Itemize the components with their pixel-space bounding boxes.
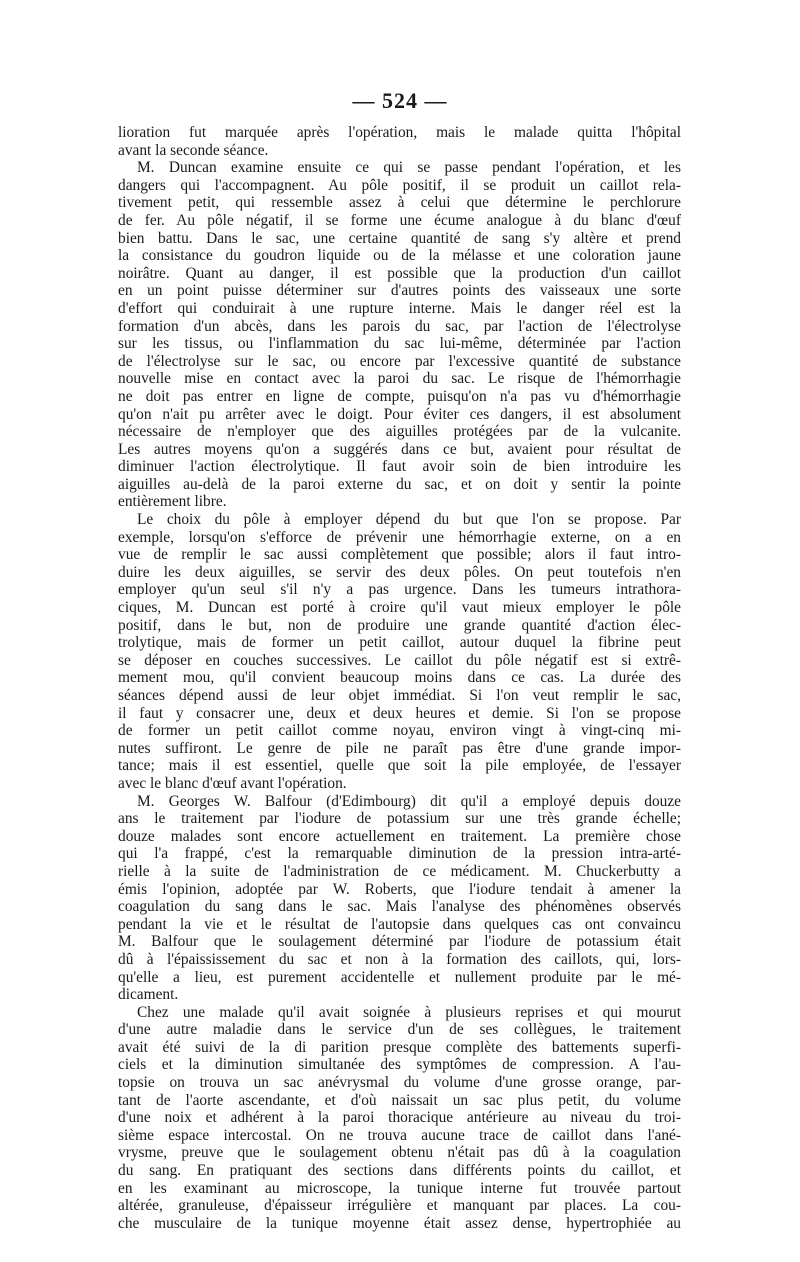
text-line: ne doit pas entrer en ligne de compte, puisqu'on n'a pas vu d'hémorrhagie <box>118 387 681 405</box>
body-text <box>118 124 681 1232</box>
text-line: en un point puisse déterminer sur d'autres points des vaisseaux une sorte <box>118 282 681 300</box>
text-line: entièrement libre. <box>118 493 227 511</box>
paragraph <box>118 159 681 511</box>
text-line: sur les tissus, ou l'inflammation du sac lui-même, déterminée par l'action <box>118 335 681 353</box>
text-line: Chez une malade qu'il avait soignée à plusieurs reprises et qui mourut <box>137 1003 681 1021</box>
text-line: nécessaire de n'employer que des aiguilles protégées par de la vulcanite. <box>118 423 681 441</box>
text-line: de fer. Au pôle négatif, il se forme une écume analogue à du blanc d'œuf <box>118 211 681 229</box>
text-line: trolytique, mais de former un petit caillot, autour duquel la fibrine peut <box>118 634 681 652</box>
text-line: M. Georges W. Balfour (d'Edimbourg) dit qu'il a employé depuis douze <box>137 792 681 810</box>
text-line: aiguilles au-delà de la paroi externe du sac, et on doit y sentir la pointe <box>118 475 681 493</box>
text-line: il faut y consacrer une, deux et deux heures et demie. Si l'on se propose <box>118 704 681 722</box>
text-line: de former un petit caillot comme noyau, environ vingt à vingt-cinq mi- <box>118 722 681 740</box>
text-line: d'une noix et adhérent à la paroi thoracique antérieure au niveau du troi- <box>118 1109 681 1127</box>
text-line: douze malades sont encore actuellement en traitement. La première chose <box>118 827 681 845</box>
text-line: d'une autre maladie dans le service d'un de ses collègues, le traitement <box>118 1021 681 1039</box>
page-number-header: — 524 — <box>352 88 448 113</box>
text-line: Les autres moyens qu'on a suggérés dans ce but, avaient pour résultat de <box>118 440 681 458</box>
paragraph <box>118 124 681 159</box>
text-line: coagulation du sang dans le sac. Mais l'analyse des phénomènes observés <box>118 898 681 916</box>
text-line: en les examinant au microscope, la tunique interne fut trouvée partout <box>118 1179 681 1197</box>
text-line: du sang. En pratiquant des sections dans différents points du caillot, et <box>118 1162 681 1180</box>
text-line: dicament. <box>118 986 179 1004</box>
text-line: avait été suivi de la di parition presque complète des battements superfi- <box>118 1038 681 1056</box>
text-line: pendant la vie et le résultat de l'autopsie dans quelques cas ont convaincu <box>118 915 681 933</box>
text-line: ciques, M. Duncan est porté à croire qu'il vaut mieux employer le pôle <box>118 599 681 617</box>
text-line: avec le blanc d'œuf avant l'opération. <box>118 774 347 792</box>
paragraph <box>118 1004 681 1233</box>
text-line: tant de l'aorte ascendante, et d'où naissait un sac plus petit, du volume <box>118 1091 681 1109</box>
text-line: topsie on trouva un sac anévrysmal du volume d'une grosse orange, par- <box>118 1074 681 1092</box>
text-line: nouvelle mise en contact avec la paroi du sac. Le risque de l'hémorrhagie <box>118 370 681 388</box>
text-line: tivement petit, qui ressemble assez à celui que détermine le perchlorure <box>118 194 681 212</box>
text-line: rielle à la suite de l'administration de ce médicament. M. Chuckerbutty a <box>118 862 681 880</box>
text-line: qui l'a frappé, c'est la remarquable diminution de la pression intra-arté- <box>118 845 681 863</box>
text-line: Le choix du pôle à employer dépend du but que l'on se propose. Par <box>137 511 681 529</box>
text-line: sième espace intercostal. On ne trouva aucune trace de caillot dans l'ané- <box>118 1126 681 1144</box>
text-line: diminuer l'action électrolytique. Il faut avoir soin de bien introduire les <box>118 458 681 476</box>
paragraph <box>118 793 681 1004</box>
text-line: de l'électrolyse sur le sac, ou encore par l'excessive quantité de substance <box>118 352 681 370</box>
text-line: qu'elle a lieu, est purement accidentelle et nullement produite par le mé- <box>118 968 681 986</box>
text-line: noirâtre. Quant au danger, il est possible que la production d'un caillot <box>118 264 681 282</box>
text-line: M. Balfour que le soulagement déterminé par l'iodure de potassium était <box>118 933 681 951</box>
text-line: positif, dans le but, non de produire une grande quantité d'action élec- <box>118 616 681 634</box>
text-line: qu'on n'ait pu arrêter avec le doigt. Pour éviter ces dangers, il est absolument <box>118 405 681 423</box>
text-line: nutes suffiront. Le genre de pile ne paraît pas être d'une grande impor- <box>118 739 681 757</box>
text-line: tance; mais il est essentiel, quelle que soit la pile employée, de l'essayer <box>118 757 681 775</box>
text-line: d'effort qui conduirait à une rupture interne. Mais le danger réel est la <box>118 299 681 317</box>
text-line: vue de remplir le sac aussi complètement que possible; alors il faut intro- <box>118 546 681 564</box>
text-line: avant la seconde séance. <box>118 141 269 159</box>
text-line: employer qu'un seul s'il n'y a pas urgence. Dans les tumeurs intrathora- <box>118 581 681 599</box>
text-line: bien battu. Dans le sac, une certaine quantité de sang s'y altère et prend <box>118 229 681 247</box>
text-line: séances dépend aussi de leur objet immédiat. Si l'on veut remplir le sac, <box>118 687 681 704</box>
text-line: ans le traitement par l'iodure de potassium sur une très grande échelle; <box>118 810 681 828</box>
paragraph <box>118 511 681 793</box>
text-line: vrysme, preuve que le soulagement obtenu n'était pas dû à la coagulation <box>118 1144 681 1162</box>
text-line: la consistance du goudron liquide ou de la mélasse et une coloration jaune <box>118 247 681 265</box>
text-line: mement mou, qu'il convient beaucoup moins dans ce cas. La durée des <box>118 669 681 687</box>
text-line: se déposer en couches successives. Le caillot du pôle négatif est si extrê- <box>118 651 681 669</box>
text-line: ciels et la diminution simultanée des symptômes de compression. A l'au- <box>118 1056 681 1074</box>
text-line: che musculaire de la tunique moyenne était assez dense, hypertrophiée au <box>118 1214 681 1232</box>
text-line: duire les deux aiguilles, se servir des deux pôles. On peut toutefois n'en <box>118 563 681 581</box>
text-line: exemple, lorsqu'on s'efforce de prévenir une hémorrhagie externe, on a en <box>118 528 681 546</box>
text-line: émis l'opinion, adoptée par W. Roberts, que l'iodure tendait à amener la <box>118 880 681 898</box>
text-line: dû à l'épaississement du sac et non à la formation des caillots, qui, lors- <box>118 950 681 968</box>
text-line: altérée, granuleuse, d'épaisseur irrégulière et manquant par places. La cou- <box>118 1197 681 1215</box>
text-line: M. Duncan examine ensuite ce qui se passe pendant l'opération, et les <box>137 159 681 177</box>
text-line: formation d'un abcès, dans les parois du sac, par l'action de l'électrolyse <box>118 317 681 335</box>
text-line: dangers qui l'accompagnent. Au pôle positif, il se produit un caillot rela- <box>118 176 681 194</box>
text-line: lioration fut marquée après l'opération, mais le malade quitta l'hôpital <box>118 124 681 141</box>
